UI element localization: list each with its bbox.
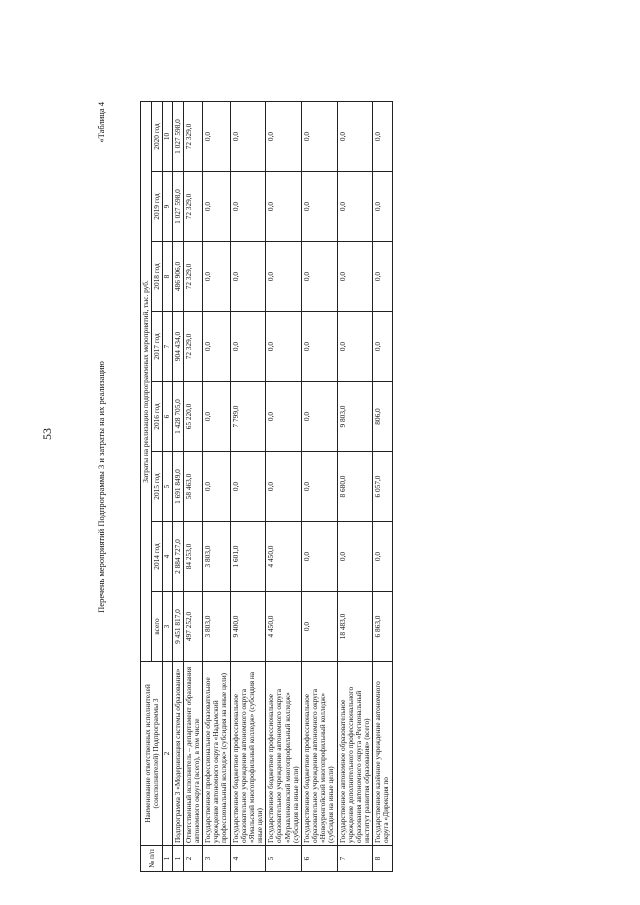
row-year-value: 0,0 [301, 522, 337, 592]
header-year: 2016 год [152, 382, 163, 452]
row-name: Государственное автономное образовательное учреждение дополнительного профессионального образования автономного округа «Региональный институт развития образования» (всего) [337, 662, 373, 846]
header-row-1 [141, 102, 152, 872]
column-number: 9 [163, 172, 172, 242]
table-row [230, 102, 266, 872]
row-name: Государственное профессиональное образовательное учреждение автономного округа «Надымский профессиональный колледж» (субсидия на иные цели) [203, 662, 231, 846]
row-year-value: 6 057,0 [373, 452, 392, 522]
row-year-value: 0,0 [266, 242, 302, 312]
header-total: всего [152, 592, 163, 662]
row-name: Государственное бюджетное профессиональное образовательное учреждение автономного округа «Новоуренгойский многопрофильный колледж» (субсидия на иные цели) [301, 662, 337, 846]
costs-table [140, 101, 393, 872]
row-year-value: 7 799,0 [230, 382, 266, 452]
table-label: «Таблица 4 [96, 102, 106, 143]
row-number: 5 [266, 846, 302, 872]
row-year-value: 0,0 [337, 102, 373, 172]
row-total-value: 497 252,0 [183, 592, 202, 662]
row-year-value: 486 906,0 [172, 242, 183, 312]
column-number: 3 [163, 592, 172, 662]
row-year-value: 84 253,0 [183, 522, 202, 592]
row-year-value: 0,0 [337, 312, 373, 382]
row-number: 2 [183, 846, 202, 872]
row-year-value: 0,0 [266, 312, 302, 382]
column-number: 10 [163, 102, 172, 172]
row-year-value: 0,0 [301, 242, 337, 312]
table-row [266, 102, 302, 872]
row-year-value: 0,0 [301, 312, 337, 382]
header-year: 2020 год [152, 102, 163, 172]
row-number: 7 [337, 846, 373, 872]
row-year-value: 0,0 [203, 452, 231, 522]
row-year-value: 0,0 [230, 452, 266, 522]
row-year-value: 8 680,0 [337, 452, 373, 522]
row-number: 3 [203, 846, 231, 872]
header-costs: Затраты на реализацию подпрограммных мероприятий, тыс. руб. [141, 102, 152, 662]
row-year-value: 0,0 [266, 452, 302, 522]
row-year-value: 0,0 [301, 382, 337, 452]
row-year-value: 72 329,0 [183, 312, 202, 382]
table-row [183, 102, 202, 872]
row-year-value: 0,0 [373, 172, 392, 242]
column-number-row [163, 102, 172, 872]
column-number: 8 [163, 242, 172, 312]
table-row [301, 102, 337, 872]
row-year-value: 0,0 [203, 242, 231, 312]
row-name: Государственное казённое учреждение автономного округа «Дирекция по [373, 662, 392, 846]
row-year-value: 9 803,0 [337, 382, 373, 452]
row-year-value: 0,0 [266, 172, 302, 242]
row-year-value: 0,0 [266, 382, 302, 452]
header-year: 2014 год [152, 522, 163, 592]
row-name: Государственное бюджетное профессиональное образовательное учреждение автономного округа «Муравленковский многопрофильный колледж» (субсидия на иные цели) [266, 662, 302, 846]
row-year-value: 0,0 [337, 172, 373, 242]
row-name: Подпрограмма 3 «Модернизация системы образования» [172, 662, 183, 846]
row-year-value: 3 803,0 [203, 522, 231, 592]
row-year-value: 0,0 [301, 172, 337, 242]
row-year-value: 72 329,0 [183, 242, 202, 312]
row-year-value: 0,0 [301, 102, 337, 172]
row-year-value: 0,0 [266, 102, 302, 172]
row-total-value: 9 400,0 [230, 592, 266, 662]
row-number: 1 [172, 846, 183, 872]
header-year: 2015 год [152, 452, 163, 522]
column-number: 7 [163, 312, 172, 382]
table-row [203, 102, 231, 872]
row-year-value: 0,0 [373, 522, 392, 592]
row-number: 8 [373, 846, 392, 872]
header-year: 2019 год [152, 172, 163, 242]
row-year-value: 0,0 [373, 312, 392, 382]
header-num: № п/п [141, 846, 163, 872]
row-number: 6 [301, 846, 337, 872]
header-year: 2017 год [152, 312, 163, 382]
row-total-value: 0,0 [301, 592, 337, 662]
row-year-value: 1 027 598,0 [172, 102, 183, 172]
row-year-value: 0,0 [230, 102, 266, 172]
row-year-value: 0,0 [337, 242, 373, 312]
row-year-value: 0,0 [203, 102, 231, 172]
row-name: Государственное бюджетное профессиональное образовательное учреждение автономного округа «Ямальский многопрофильный колледж» (субсидия на иные цели) [230, 662, 266, 846]
row-year-value: 2 884 727,0 [172, 522, 183, 592]
row-year-value: 58 463,0 [183, 452, 202, 522]
row-total-value: 6 863,0 [373, 592, 392, 662]
row-year-value: 806,0 [373, 382, 392, 452]
row-year-value: 0,0 [337, 522, 373, 592]
row-year-value: 0,0 [373, 102, 392, 172]
column-number: 4 [163, 522, 172, 592]
row-total-value: 9 451 817,0 [172, 592, 183, 662]
row-year-value: 0,0 [230, 172, 266, 242]
rotated-content [96, 102, 596, 872]
row-year-value: 904 434,0 [172, 312, 183, 382]
row-year-value: 0,0 [203, 312, 231, 382]
table-row [172, 102, 183, 872]
row-year-value: 0,0 [203, 382, 231, 452]
row-number: 4 [230, 846, 266, 872]
row-year-value: 0,0 [301, 452, 337, 522]
row-year-value: 0,0 [203, 172, 231, 242]
row-year-value: 65 220,0 [183, 382, 202, 452]
row-year-value: 0,0 [373, 242, 392, 312]
row-year-value: 1 428 705,0 [172, 382, 183, 452]
column-number: 1 [163, 846, 172, 872]
page-number: 53 [40, 428, 54, 440]
column-number: 5 [163, 452, 172, 522]
row-year-value: 0,0 [230, 242, 266, 312]
row-year-value: 0,0 [230, 312, 266, 382]
table-row [337, 102, 373, 872]
header-year: 2018 год [152, 242, 163, 312]
table-subtitle: Перечень мероприятий Подпрограммы 3 и затраты на их реализацию [96, 361, 106, 613]
header-name: Наименование ответственных исполнителей (соисполнителей) Подпрограммы 3 [141, 662, 163, 846]
table-row [373, 102, 392, 872]
row-year-value: 1 691 849,0 [172, 452, 183, 522]
row-year-value: 72 329,0 [183, 102, 202, 172]
row-total-value: 18 483,0 [337, 592, 373, 662]
row-year-value: 4 450,0 [266, 522, 302, 592]
row-year-value: 1 027 598,0 [172, 172, 183, 242]
row-name: Ответственный исполнитель – департамент образования автономного округа (всего), в том числе [183, 662, 202, 846]
row-year-value: 72 329,0 [183, 172, 202, 242]
row-total-value: 4 450,0 [266, 592, 302, 662]
column-number: 2 [163, 662, 172, 846]
row-total-value: 3 803,0 [203, 592, 231, 662]
column-number: 6 [163, 382, 172, 452]
row-year-value: 1 601,0 [230, 522, 266, 592]
